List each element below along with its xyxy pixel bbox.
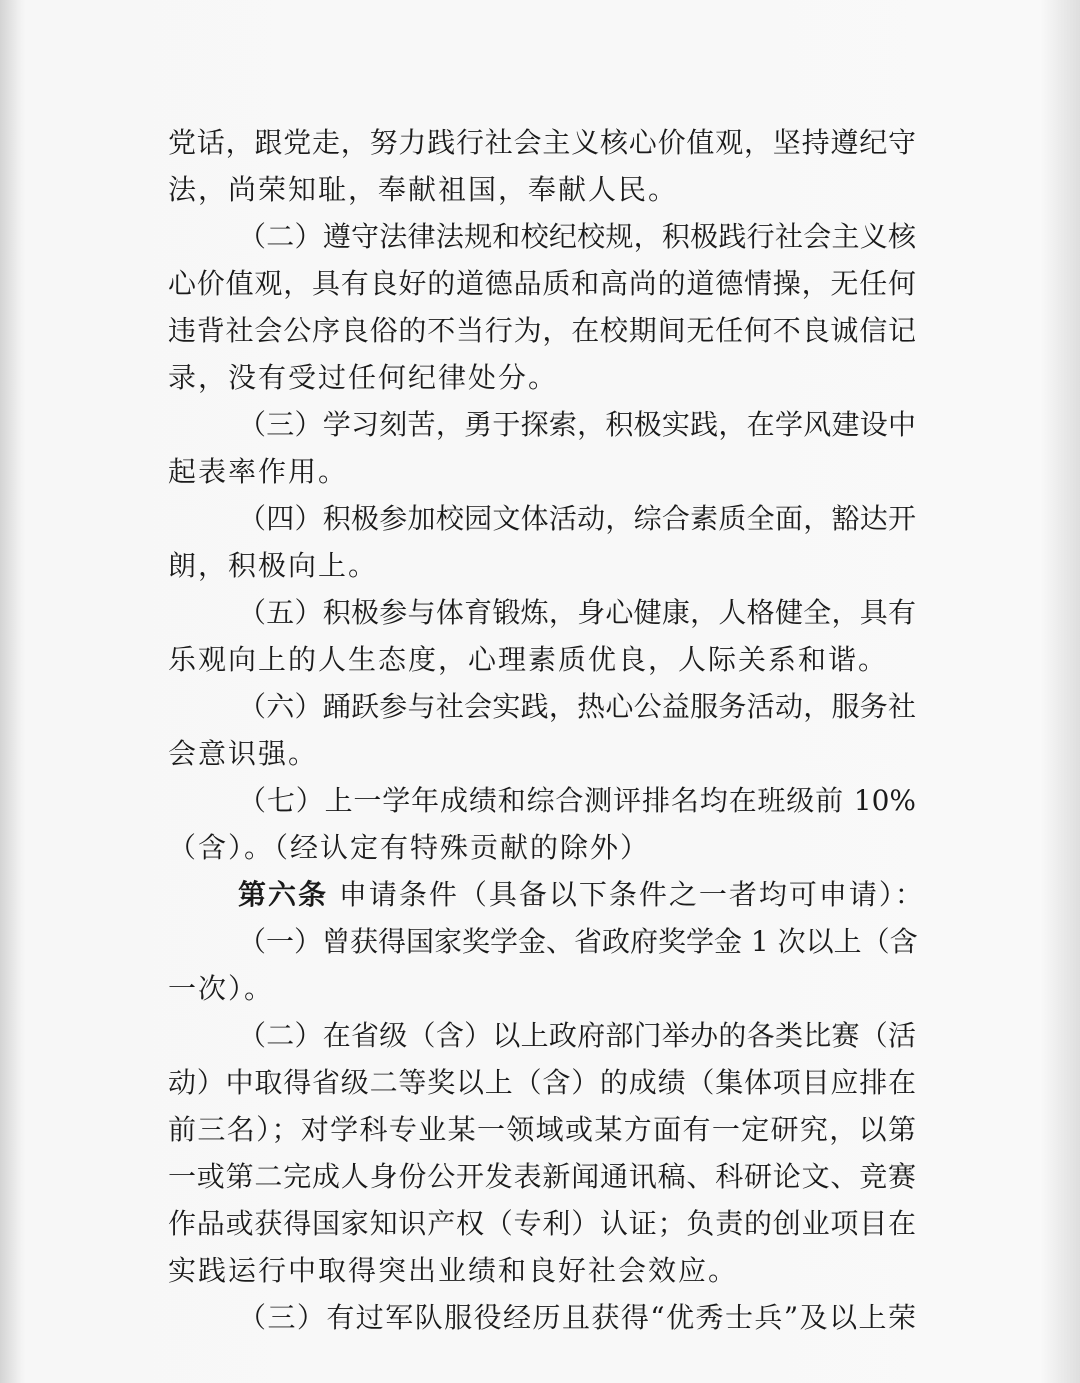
text-line: 朗，积极向上。 <box>168 549 379 582</box>
text-line: （二）在省级（含）以上政府部门举办的各类比赛（活 <box>238 1019 916 1052</box>
text-line: 心价值观，具有良好的道德品质和高尚的道德情操，无任何 <box>168 267 916 300</box>
text-line: 实践运行中取得突出业绩和良好社会效应。 <box>168 1254 739 1287</box>
text-line: 法，尚荣知耻，奉献祖国，奉献人民。 <box>168 173 679 206</box>
text-line: （三）学习刻苦，勇于探索，积极实践，在学风建设中 <box>238 408 916 441</box>
text-line: （二）遵守法律法规和校纪校规，积极践行社会主义核 <box>238 220 916 253</box>
text-line: 起表率作用。 <box>168 455 349 488</box>
text-line: 乐观向上的人生态度，心理素质优良，人际关系和谐。 <box>168 643 889 676</box>
article-label: 第六条 <box>238 878 329 911</box>
text-line: 党话，跟党走，努力践行社会主义核心价值观，坚持遵纪守 <box>168 126 916 159</box>
text-line: （四）积极参加校园文体活动，综合素质全面，豁达开 <box>238 502 916 535</box>
text-line: （三）有过军队服役经历且获得“优秀士兵”及以上荣 <box>238 1301 916 1334</box>
page-edge-shadow-left <box>0 0 26 1383</box>
text-line: 前三名）；对学科专业某一领域或某方面有一定研究，以第 <box>168 1113 916 1146</box>
text-line: 动）中取得省级二等奖以上（含）的成绩（集体项目应排在 <box>168 1066 916 1099</box>
text-line: 一或第二完成人身份公开发表新闻通讯稿、科研论文、竞赛 <box>168 1160 916 1193</box>
article-heading-line <box>238 875 925 915</box>
text-line: 录，没有受过任何纪律处分。 <box>168 361 559 394</box>
text-line: （七）上一学年成绩和综合测评排名均在班级前 10% <box>238 784 916 817</box>
text-line: 会意识强。 <box>168 737 319 770</box>
text-line: （六）踊跃参与社会实践，热心公益服务活动，服务社 <box>238 690 916 723</box>
text-line: （五）积极参与体育锻炼，身心健康，人格健全，具有 <box>238 596 916 629</box>
page-edge-shadow-right <box>1040 0 1080 1383</box>
text-line: （含）。（经认定有特殊贡献的除外） <box>168 831 651 864</box>
text-line: 违背社会公序良俗的不当行为，在校期间无任何不良诚信记 <box>168 314 916 347</box>
text-line: 作品或获得国家知识产权（专利）认证；负责的创业项目在 <box>168 1207 916 1240</box>
text-line: 一次）。 <box>168 972 275 1005</box>
article-heading-text: 申请条件（具备以下条件之一者均可申请）： <box>338 878 925 911</box>
text-line: （一）曾获得国家奖学金、省政府奖学金 1 次以上（含 <box>238 925 918 958</box>
